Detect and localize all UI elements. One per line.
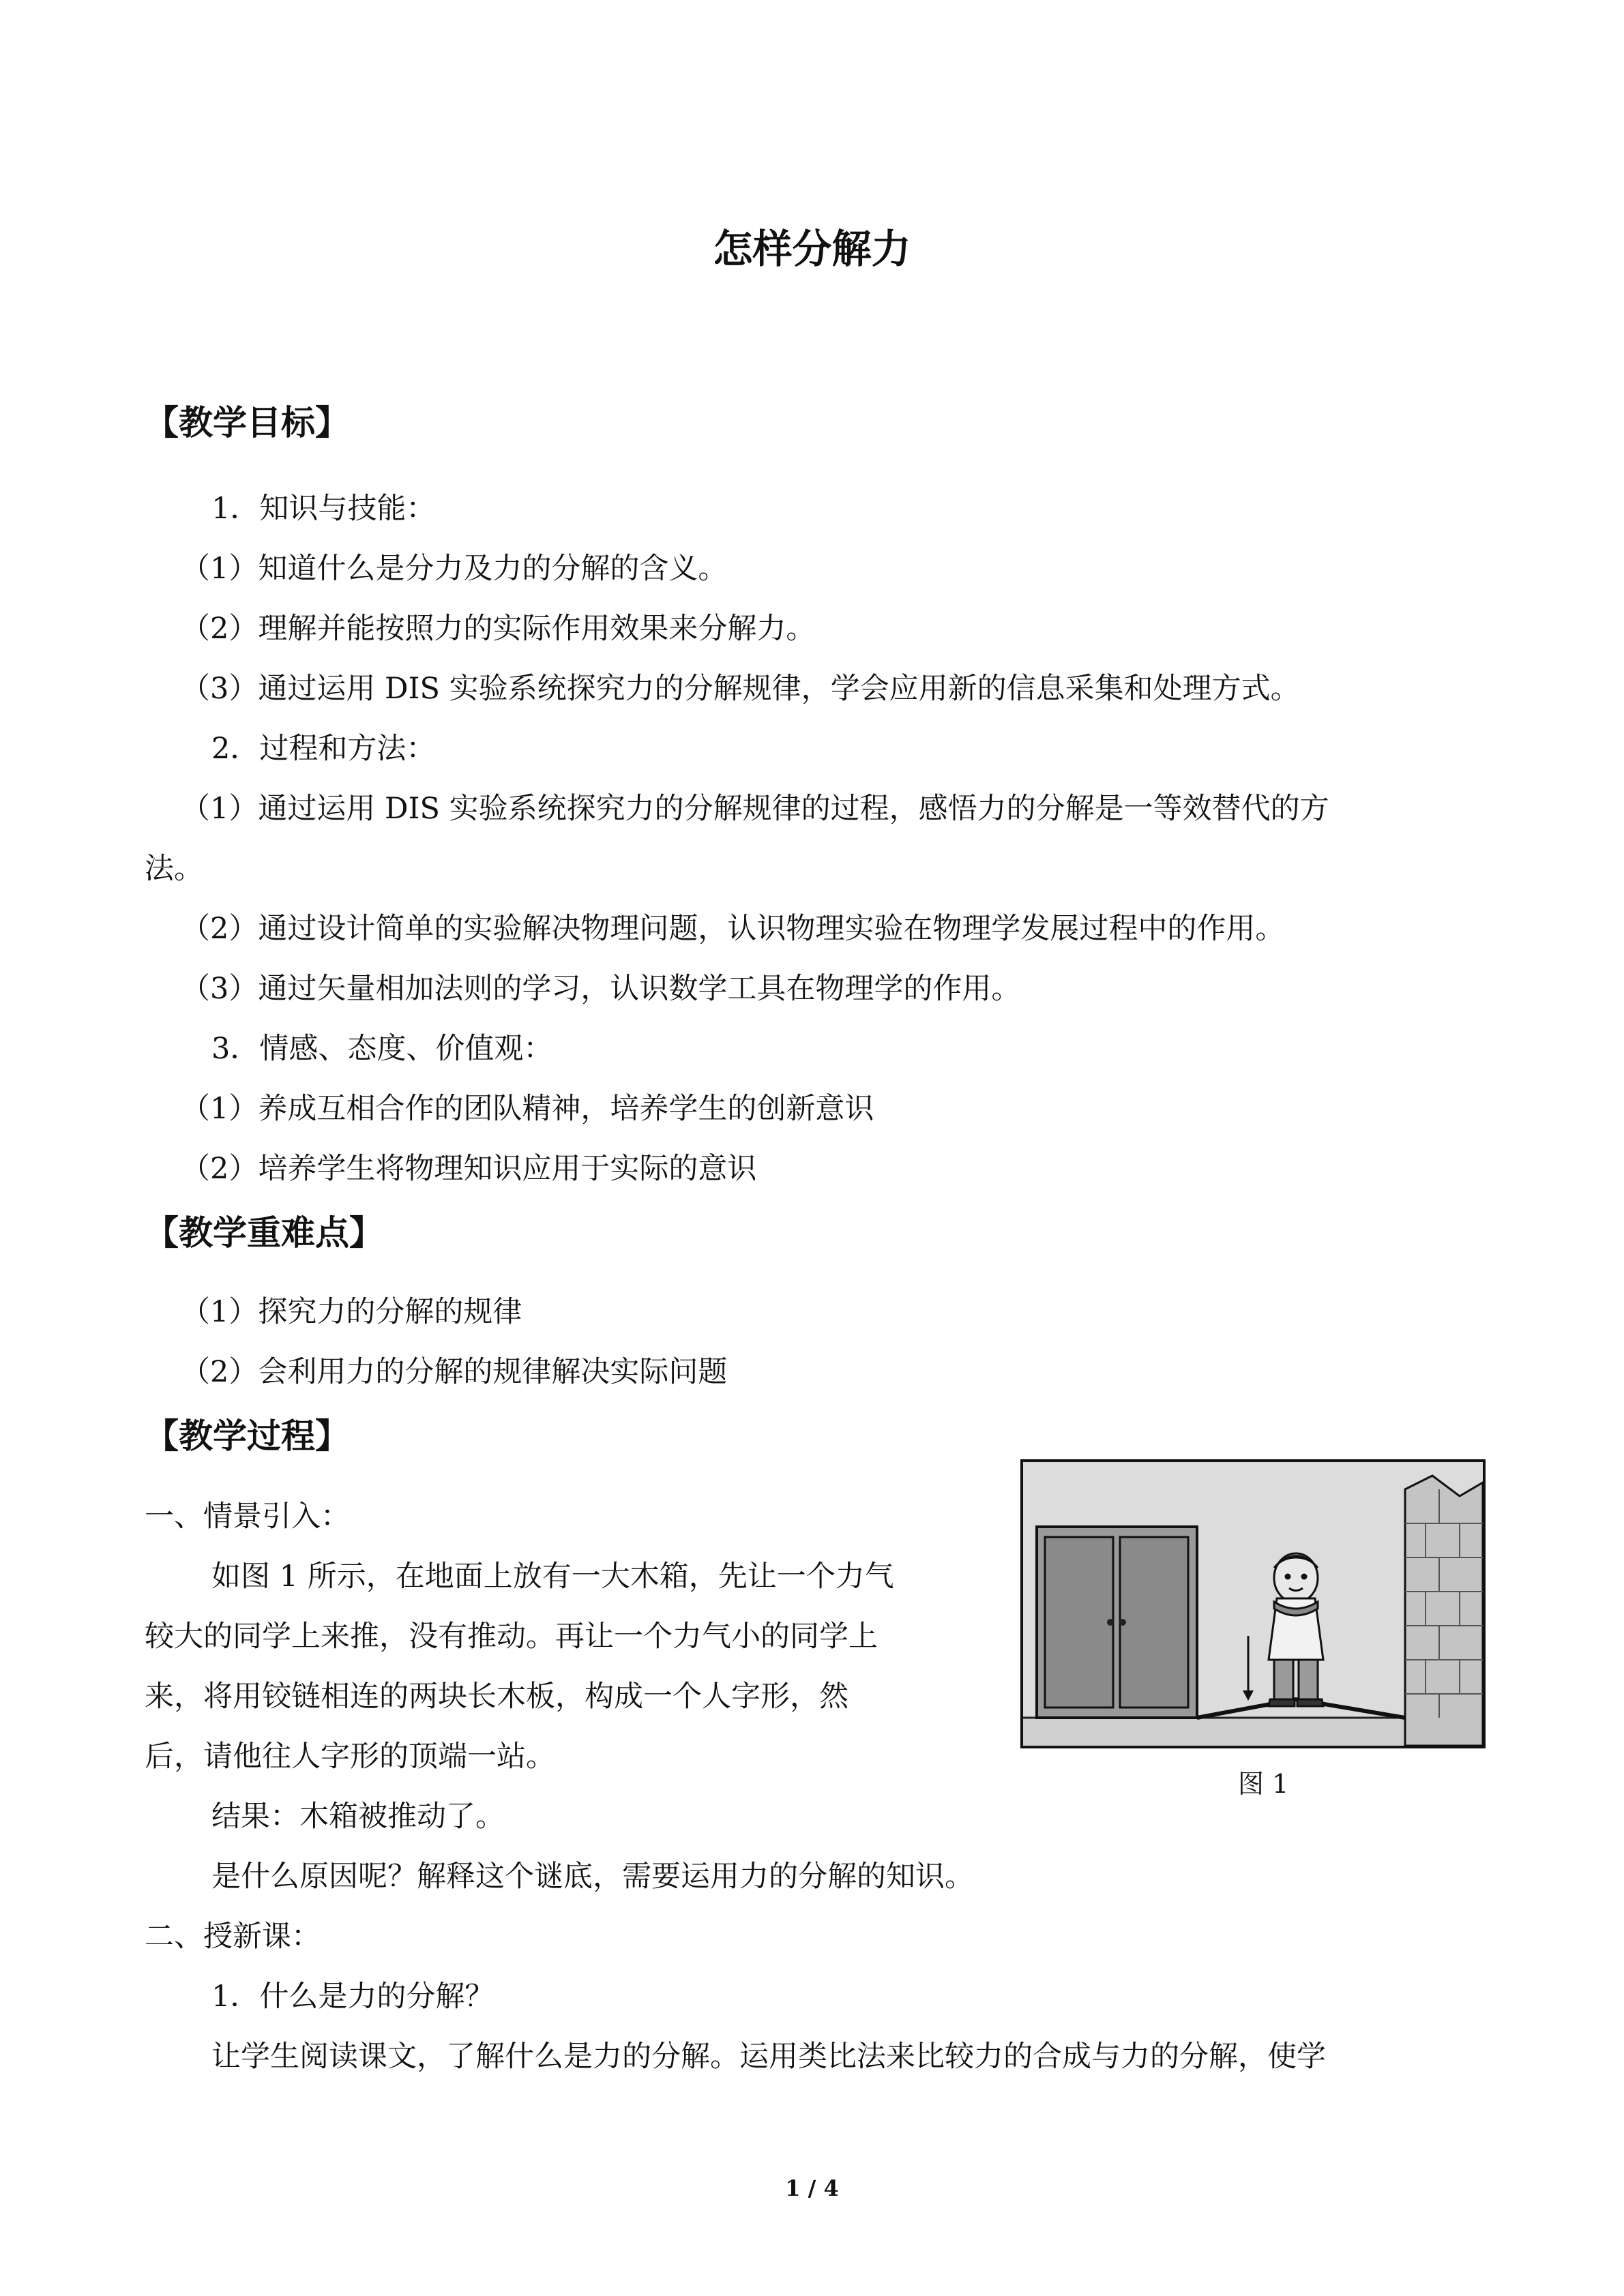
question-1-heading: 1．什么是力的分解？ <box>211 1980 494 2014</box>
section-heading-key-points: 【教学重难点】 <box>145 1213 383 1253</box>
intro-line: 来，将用铰链相连的两块长木板，构成一个人字形，然 <box>145 1680 848 1714</box>
page-title: 怎样分解力 <box>713 226 911 272</box>
goals-item-continuation: 法。 <box>145 852 203 886</box>
goals-item: （3）通过矢量相加法则的学习，认识数学工具在物理学的作用。 <box>181 972 1021 1006</box>
goals-subheading-1: 1．知识与技能： <box>211 492 436 526</box>
figure-1-drawing <box>1023 1462 1483 1746</box>
intro-result: 结果：木箱被推动了。 <box>211 1800 505 1834</box>
figure-1-illustration <box>1020 1459 1486 1748</box>
goals-item: （1）通过运用 DIS 实验系统探究力的分解规律的过程，感悟力的分解是一等效替代的方 <box>181 792 1329 826</box>
intro-line: 较大的同学上来推，没有推动。再让一个力气小的同学上 <box>145 1620 878 1654</box>
page-number: 1 / 4 <box>785 2175 839 2201</box>
goals-item: （3）通过运用 DIS 实验系统探究力的分解规律，学会应用新的信息采集和处理方式。 <box>181 672 1300 706</box>
goals-item: （2）通过设计简单的实验解决物理问题，认识物理实验在物理学发展过程中的作用。 <box>181 912 1285 946</box>
key-point-item: （1）探究力的分解的规律 <box>181 1295 522 1329</box>
intro-question: 是什么原因呢？解释这个谜底，需要运用力的分解的知识。 <box>211 1860 974 1894</box>
intro-heading: 一、情景引入： <box>145 1500 350 1534</box>
goals-item: （1）养成互相合作的团队精神，培养学生的创新意识 <box>181 1092 874 1126</box>
section-heading-process: 【教学过程】 <box>145 1416 349 1456</box>
goals-subheading-3: 3．情感、态度、价值观： <box>211 1032 553 1066</box>
intro-line: 后，请他往人字形的顶端一站。 <box>145 1740 555 1774</box>
goals-subheading-2: 2．过程和方法： <box>211 732 436 766</box>
new-lesson-heading: 二、授新课： <box>145 1920 321 1954</box>
goals-item: （1）知道什么是分力及力的分解的含义。 <box>181 552 728 586</box>
question-1-text: 让学生阅读课文，了解什么是力的分解。运用类比法来比较力的合成与力的分解，使学 <box>211 2040 1326 2074</box>
goals-item: （2）理解并能按照力的实际作用效果来分解力。 <box>181 612 816 646</box>
figure-1-caption: 图 1 <box>1238 1769 1289 1799</box>
goals-item: （2）培养学生将物理知识应用于实际的意识 <box>181 1152 757 1186</box>
brick-wall <box>1405 1476 1483 1746</box>
key-point-item: （2）会利用力的分解的规律解决实际问题 <box>181 1355 728 1389</box>
intro-line: 如图 1 所示，在地面上放有一大木箱，先让一个力气 <box>211 1560 894 1594</box>
section-heading-goals: 【教学目标】 <box>145 403 349 443</box>
